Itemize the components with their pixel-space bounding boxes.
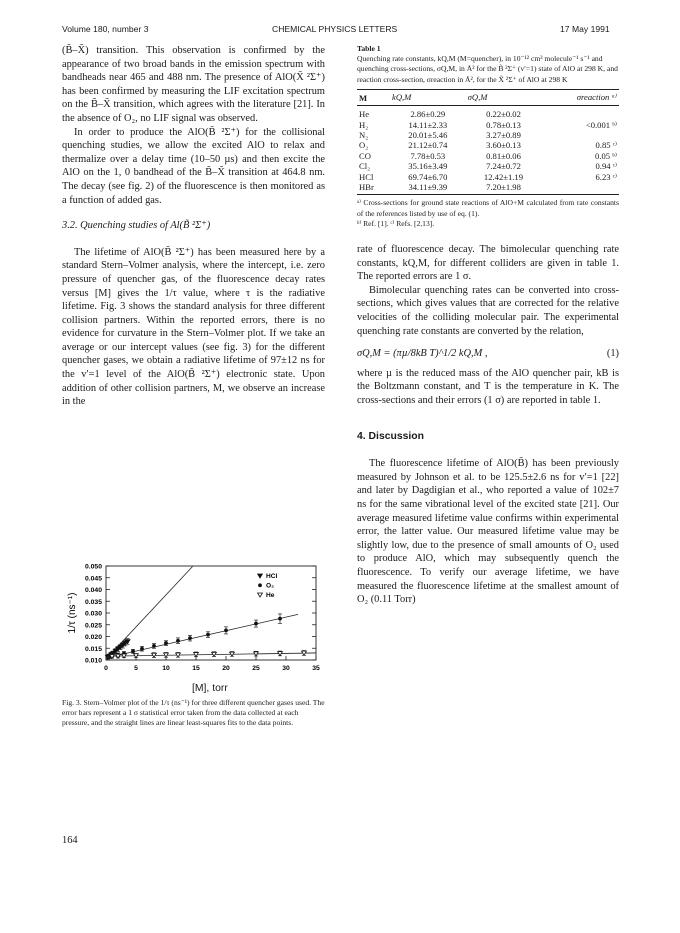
figure-3-caption: Fig. 3. Stern–Volmer plot of the 1/τ (ns⁻¹) for three different quencher gases used. The error bars represent a 1 σ statistical error taken from the data collected at each pressure, and the straight lines are linear least-squares fits to the data points. bbox=[62, 698, 325, 728]
table-cell: 0.94 ᶜ⁾ bbox=[595, 161, 617, 172]
table-cell: 34.11±9.39 bbox=[408, 182, 448, 193]
table-1-caption: Quenching rate constants, kQ,M (M=quencher), in 10⁻¹² cm³ molecule⁻¹ s⁻¹ and quenching cross-sections, σQ,M, in Å² for the B̃ ²Σ⁺ (v′=1) state of AlO at 298 K, and reaction cross-section, σreaction in Å², for the X̃ ²Σ⁺ of AlO at 298 K bbox=[357, 54, 618, 84]
table-header-k: kQ,M bbox=[392, 92, 412, 103]
paragraph-reduced-mass: where µ is the reduced mass of the AlO quencher pair, kB is the Boltzmann constant, and T is the temperature in K. The cross-sections and their errors (1 σ) are reported in table 1. bbox=[357, 367, 619, 407]
table-cell: 0.05 ᵇ⁾ bbox=[595, 150, 617, 161]
section-4-title: 4. Discussion bbox=[357, 430, 424, 442]
y-tick-label: 0.040 bbox=[84, 587, 102, 594]
table-cell bbox=[541, 130, 619, 140]
legend-label: He bbox=[266, 592, 275, 599]
x-tick-label: 10 bbox=[162, 665, 170, 672]
table-row bbox=[357, 151, 619, 161]
table-cell: HBr bbox=[359, 182, 374, 193]
table-cell: 69.74±6.70 bbox=[408, 171, 448, 182]
table-cell: 2.86±0.29 bbox=[410, 109, 446, 120]
x-tick-label: 20 bbox=[222, 665, 230, 672]
table-cell: 20.01±5.46 bbox=[408, 130, 448, 141]
paragraph-cross-sections: Bimolecular quenching rates can be converted into cross-sections, which gives values that are corrected for the relative velocities of the colliding molecular pair. The experimental quenching rate constants are converted by the relation, bbox=[357, 284, 619, 337]
table-row bbox=[357, 182, 619, 192]
data-point bbox=[254, 622, 258, 626]
table-row bbox=[357, 120, 619, 130]
y-tick-label: 0.020 bbox=[84, 634, 102, 641]
table-header-sigma-reaction: σreaction ᵃ⁾ bbox=[576, 92, 617, 103]
plot-frame bbox=[106, 566, 316, 660]
table-cell: 7.78±0.53 bbox=[410, 150, 446, 161]
table-1-title: Table 1 bbox=[357, 44, 381, 53]
table-cell: 0.85 ᶜ⁾ bbox=[595, 140, 617, 151]
table-cell: 6.23 ᶜ⁾ bbox=[595, 171, 617, 182]
table-cell: 0.78±0.13 bbox=[486, 119, 521, 130]
table-cell: 3.27±0.89 bbox=[486, 130, 521, 141]
table-cell: <0.001 ᵇ⁾ bbox=[585, 119, 617, 130]
data-point bbox=[176, 639, 180, 643]
table-cell: CO bbox=[359, 150, 371, 161]
x-tick-label: 15 bbox=[192, 665, 200, 672]
table-row bbox=[357, 172, 619, 182]
table-cell: HCl bbox=[359, 171, 374, 182]
table-row bbox=[357, 130, 619, 140]
table-cell: 14.11±2.33 bbox=[408, 119, 448, 130]
table-footnote-bc: ᵇ⁾ Ref. [1]. ᶜ⁾ Refs. [2,13]. bbox=[357, 218, 435, 228]
table-cell: 0.81±0.06 bbox=[486, 150, 521, 161]
x-tick-label: 30 bbox=[282, 665, 290, 672]
x-axis-label: [M], torr bbox=[192, 683, 228, 694]
legend-marker bbox=[258, 593, 263, 597]
data-point bbox=[224, 628, 228, 632]
paragraph-production: In order to produce the AlO(B̃ ²Σ⁺) for the collisional quenching studies, we allow the excited AlO to relax and thermalize over a delay time (10–50 µs) and then excite the AlO on the 1, 0 bandhead of the B̃–X̃ transition at 464.8 nm. The decay (see fig. 2) of the fluorescence is then monitored as a function of added gas. bbox=[62, 126, 325, 206]
paragraph-discussion: The fluorescence lifetime of AlO(B̃) has been previously measured by Johnson et al. to be 125.5±2.6 ns for v′=1 [22] and later by Dagdigian et al., who reported a value of 102±7 ns for the same vibrational level of the excited state [21]. Our average measured lifetime value confirms within experimental error, the latter value. Our measured lifetime value may be slightly low, due to the presence of small amounts of O₂ used to produce AlO, which may subsequently quench the fluorescence. To verify our average lifetime, we have measured the fluorescence lifetime at the smallest amount of O₂ (0.11 Torr) bbox=[357, 458, 619, 606]
table-cell: Cl₂ bbox=[359, 161, 371, 172]
table-cell bbox=[541, 182, 619, 192]
stern-volmer-chart bbox=[62, 560, 330, 678]
table-cell: 12.42±1.19 bbox=[483, 171, 524, 182]
table-cell: 7.20±1.98 bbox=[486, 182, 521, 193]
x-tick-label: 35 bbox=[312, 665, 320, 672]
running-header-volume: Volume 180, number 3 bbox=[62, 24, 149, 34]
table-cell: 3.60±0.13 bbox=[486, 140, 521, 151]
data-point bbox=[140, 647, 144, 651]
equation-number: (1) bbox=[606, 348, 619, 360]
equation-text: σQ,M = (πµ/8kB T)^1/2 kQ,M , bbox=[357, 348, 488, 360]
table-cell bbox=[541, 106, 619, 120]
section-3-2-title: 3.2. Quenching studies of Al(B̃ ²Σ⁺) bbox=[62, 220, 211, 232]
data-point bbox=[152, 644, 156, 648]
running-header-date: 17 May 1991 bbox=[560, 24, 610, 34]
table-row bbox=[357, 106, 619, 120]
table-header-m: M bbox=[359, 92, 368, 103]
y-tick-label: 0.010 bbox=[84, 657, 102, 665]
y-tick-label: 0.035 bbox=[84, 598, 102, 606]
table-footnote-a: ᵃ⁾ Cross-sections for ground state reactions of AlO+M calculated from rate constants of the references listed by use of eq. (1). bbox=[357, 198, 619, 218]
table-cell: 7.24±0.72 bbox=[486, 161, 521, 172]
x-tick-label: 5 bbox=[134, 665, 138, 672]
y-tick-label: 0.030 bbox=[84, 610, 102, 618]
x-tick-label: 25 bbox=[252, 665, 260, 672]
data-point bbox=[206, 633, 210, 637]
paragraph-rate-constants: rate of fluorescence decay. The bimolecular quenching rate constants, kQ,M, for different colliders are given in table 1. The reported errors are 1 σ. bbox=[357, 244, 619, 283]
y-tick-label: 0.015 bbox=[84, 645, 102, 653]
equation-1 bbox=[357, 347, 619, 361]
page-number: 164 bbox=[62, 835, 78, 846]
legend-label: O₂ bbox=[266, 582, 275, 590]
table-header-sigma-q: σQ,M bbox=[467, 92, 488, 103]
y-tick-label: 0.050 bbox=[84, 563, 102, 571]
legend-marker bbox=[258, 583, 262, 587]
x-tick-label: 0 bbox=[104, 665, 108, 672]
table-cell: 21.12±0.74 bbox=[408, 140, 448, 151]
table-cell: 0.22±0.02 bbox=[486, 109, 521, 120]
left-column bbox=[62, 44, 325, 409]
data-point bbox=[131, 649, 135, 653]
table-cell: N₂ bbox=[359, 130, 369, 141]
legend-marker bbox=[258, 574, 263, 578]
running-header-journal: CHEMICAL PHYSICS LETTERS bbox=[272, 24, 398, 34]
table-row bbox=[357, 140, 619, 150]
legend-label: HCl bbox=[266, 573, 278, 580]
data-point bbox=[164, 641, 168, 645]
table-row bbox=[357, 161, 619, 171]
table-cell: H₂ bbox=[359, 119, 369, 130]
y-tick-label: 0.045 bbox=[84, 575, 102, 583]
data-point bbox=[278, 617, 282, 621]
data-point bbox=[188, 636, 192, 640]
y-tick-label: 0.025 bbox=[84, 622, 102, 630]
quenching-table bbox=[357, 89, 619, 193]
right-column bbox=[357, 44, 619, 607]
table-cell: He bbox=[359, 109, 370, 120]
paragraph-stern-volmer: The lifetime of AlO(B̃ ²Σ⁺) has been measured here by a standard Stern–Volmer analysis, where the intercept, i.e. zero pressure of quencher gas, of the fluorescence decay rates versus [M] gives the 1/τ value, where τ is the radiative lifetime. Fig. 3 shows the standard analysis for three different collision partners. Within the reported errors, there is no evidence for curvature in the Stern–Volmer plot. If we take an average or our intercept values (see fig. 3) for the different quencher gases, we obtain a radiative lifetime of 97±12 ns for the v′=1 level of the AlO(B̃ ²Σ⁺) electronic state. Upon addition of other collision partners, M, we observe an increase in the bbox=[62, 246, 325, 408]
table-cell: 35.16±3.49 bbox=[408, 161, 448, 172]
table-cell: O₂ bbox=[359, 140, 369, 151]
paragraph-transition: (B̃–X̃) transition. This observation is confirmed by the appearance of two broad bands in the emission spectrum with bandheads near 465 and 488 nm. The presence of AlO(X̃ ²Σ⁺) has been confirmed by measuring the LIF excitation spectrum on the B̃–X̃ transition, which agrees with the literature [21]. In the absence of O₂, no LIF signal was observed. bbox=[62, 45, 325, 124]
y-axis-label: 1/τ (ns⁻¹) bbox=[67, 592, 78, 634]
